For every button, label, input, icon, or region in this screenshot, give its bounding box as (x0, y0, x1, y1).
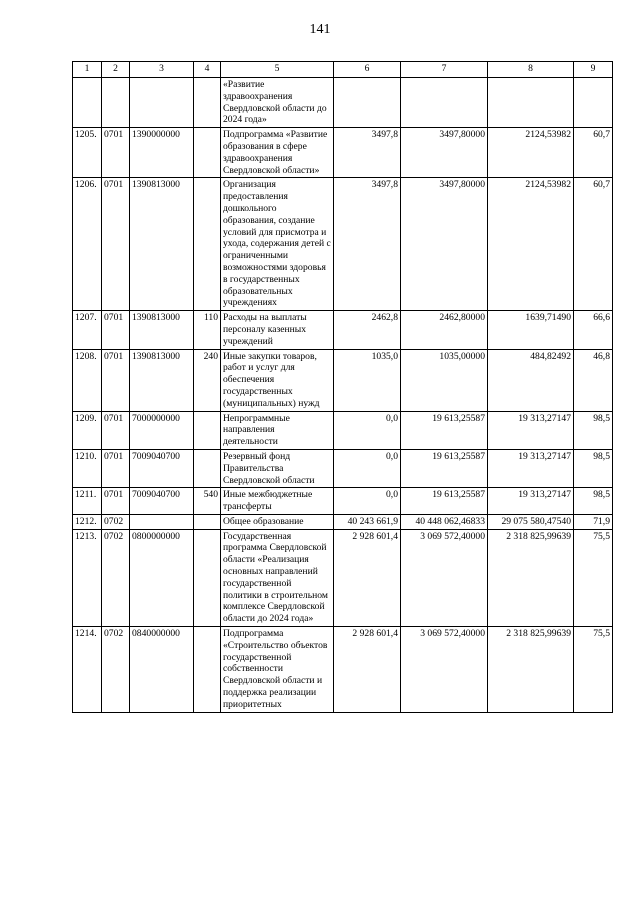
plan-amount-cell: 1035,0 (334, 349, 401, 411)
percent-cell: 98,5 (574, 411, 613, 449)
row-number-cell: 1206. (73, 178, 102, 311)
table-row (73, 449, 613, 487)
table-row (73, 514, 613, 529)
executed-amount-cell: 19 313,27147 (488, 449, 574, 487)
expense-type-cell (194, 128, 221, 178)
executed-amount-cell: 2 318 825,99639 (488, 627, 574, 713)
expense-type-cell (194, 627, 221, 713)
column-header: 5 (221, 62, 334, 78)
section-code-cell (102, 78, 130, 128)
column-header: 9 (574, 62, 613, 78)
name-cell: Расходы на выплаты персоналу казенных учреждений (221, 311, 334, 349)
plan-amount-cell (334, 78, 401, 128)
refined-amount-cell: 3 069 572,40000 (401, 529, 488, 626)
executed-amount-cell: 29 075 580,47540 (488, 514, 574, 529)
refined-amount-cell: 40 448 062,46833 (401, 514, 488, 529)
table-row (73, 627, 613, 713)
executed-amount-cell: 1639,71490 (488, 311, 574, 349)
row-number-cell: 1211. (73, 488, 102, 515)
row-number-cell: 1207. (73, 311, 102, 349)
table-row (73, 311, 613, 349)
percent-cell (574, 78, 613, 128)
target-code-cell: 0840000000 (130, 627, 194, 713)
expense-type-cell (194, 178, 221, 311)
target-code-cell: 1390813000 (130, 349, 194, 411)
table-row (73, 529, 613, 626)
refined-amount-cell: 19 613,25587 (401, 411, 488, 449)
column-header: 1 (73, 62, 102, 78)
percent-cell: 71,9 (574, 514, 613, 529)
plan-amount-cell: 0,0 (334, 411, 401, 449)
row-number-cell: 1212. (73, 514, 102, 529)
column-header: 8 (488, 62, 574, 78)
executed-amount-cell: 2124,53982 (488, 128, 574, 178)
refined-amount-cell: 1035,00000 (401, 349, 488, 411)
page-number: 141 (309, 22, 331, 37)
refined-amount-cell: 19 613,25587 (401, 488, 488, 515)
name-cell: Подпрограмма «Развитие образования в сфере здравоохранения Свердловской области» (221, 128, 334, 178)
refined-amount-cell: 3497,80000 (401, 128, 488, 178)
executed-amount-cell: 484,82492 (488, 349, 574, 411)
percent-cell: 75,5 (574, 627, 613, 713)
name-cell: «Развитие здравоохранения Свердловской области до 2024 года» (221, 78, 334, 128)
section-code-cell: 0701 (102, 128, 130, 178)
section-code-cell: 0702 (102, 627, 130, 713)
section-code-cell: 0702 (102, 514, 130, 529)
expense-type-cell: 540 (194, 488, 221, 515)
column-header: 7 (401, 62, 488, 78)
table-header-row (73, 62, 613, 78)
executed-amount-cell: 2 318 825,99639 (488, 529, 574, 626)
expense-type-cell (194, 529, 221, 626)
percent-cell: 60,7 (574, 178, 613, 311)
plan-amount-cell: 3497,8 (334, 128, 401, 178)
refined-amount-cell: 3497,80000 (401, 178, 488, 311)
name-cell: Иные межбюджетные трансферты (221, 488, 334, 515)
section-code-cell: 0701 (102, 311, 130, 349)
target-code-cell (130, 78, 194, 128)
budget-table (72, 61, 613, 713)
section-code-cell: 0701 (102, 488, 130, 515)
column-header: 2 (102, 62, 130, 78)
percent-cell: 98,5 (574, 488, 613, 515)
row-number-cell: 1209. (73, 411, 102, 449)
plan-amount-cell: 0,0 (334, 449, 401, 487)
target-code-cell: 1390000000 (130, 128, 194, 178)
section-code-cell: 0702 (102, 529, 130, 626)
expense-type-cell: 240 (194, 349, 221, 411)
row-number-cell: 1208. (73, 349, 102, 411)
expense-type-cell (194, 78, 221, 128)
row-number-cell: 1210. (73, 449, 102, 487)
name-cell: Иные закупки товаров, работ и услуг для обеспечения государственных (муниципальных) нужд (221, 349, 334, 411)
target-code-cell: 7000000000 (130, 411, 194, 449)
percent-cell: 60,7 (574, 128, 613, 178)
name-cell: Организация предоставления дошкольного образования, создание условий для присмотра и ухода, содержания детей с ограниченными возможностями здоровья в государственных образовательных учреждениях (221, 178, 334, 311)
table-row (73, 178, 613, 311)
executed-amount-cell: 19 313,27147 (488, 488, 574, 515)
executed-amount-cell: 2124,53982 (488, 178, 574, 311)
plan-amount-cell: 40 243 661,9 (334, 514, 401, 529)
name-cell: Государственная программа Свердловской области «Реализация основных направлений государственной политики в строительном комплексе Свердловской области до 2024 года» (221, 529, 334, 626)
plan-amount-cell: 2 928 601,4 (334, 529, 401, 626)
row-number-cell: 1213. (73, 529, 102, 626)
name-cell: Подпрограмма «Строительство объектов государственной собственности Свердловской области и поддержка реализации приоритетных (221, 627, 334, 713)
plan-amount-cell: 3497,8 (334, 178, 401, 311)
target-code-cell: 7009040700 (130, 488, 194, 515)
expense-type-cell: 110 (194, 311, 221, 349)
name-cell: Непрограммные направления деятельности (221, 411, 334, 449)
target-code-cell (130, 514, 194, 529)
table-row (73, 78, 613, 128)
section-code-cell: 0701 (102, 449, 130, 487)
percent-cell: 75,5 (574, 529, 613, 626)
section-code-cell: 0701 (102, 178, 130, 311)
table-row (73, 488, 613, 515)
section-code-cell: 0701 (102, 411, 130, 449)
table-row (73, 411, 613, 449)
refined-amount-cell (401, 78, 488, 128)
executed-amount-cell (488, 78, 574, 128)
plan-amount-cell: 2462,8 (334, 311, 401, 349)
percent-cell: 46,8 (574, 349, 613, 411)
row-number-cell (73, 78, 102, 128)
section-code-cell: 0701 (102, 349, 130, 411)
table-row (73, 349, 613, 411)
refined-amount-cell: 2462,80000 (401, 311, 488, 349)
refined-amount-cell: 3 069 572,40000 (401, 627, 488, 713)
percent-cell: 66,6 (574, 311, 613, 349)
target-code-cell: 7009040700 (130, 449, 194, 487)
column-header: 6 (334, 62, 401, 78)
expense-type-cell (194, 449, 221, 487)
plan-amount-cell: 2 928 601,4 (334, 627, 401, 713)
plan-amount-cell: 0,0 (334, 488, 401, 515)
percent-cell: 98,5 (574, 449, 613, 487)
target-code-cell: 1390813000 (130, 311, 194, 349)
column-header: 3 (130, 62, 194, 78)
target-code-cell: 0800000000 (130, 529, 194, 626)
name-cell: Резервный фонд Правительства Свердловской области (221, 449, 334, 487)
expense-type-cell (194, 514, 221, 529)
column-header: 4 (194, 62, 221, 78)
table-row (73, 128, 613, 178)
row-number-cell: 1205. (73, 128, 102, 178)
executed-amount-cell: 19 313,27147 (488, 411, 574, 449)
name-cell: Общее образование (221, 514, 334, 529)
target-code-cell: 1390813000 (130, 178, 194, 311)
refined-amount-cell: 19 613,25587 (401, 449, 488, 487)
expense-type-cell (194, 411, 221, 449)
row-number-cell: 1214. (73, 627, 102, 713)
